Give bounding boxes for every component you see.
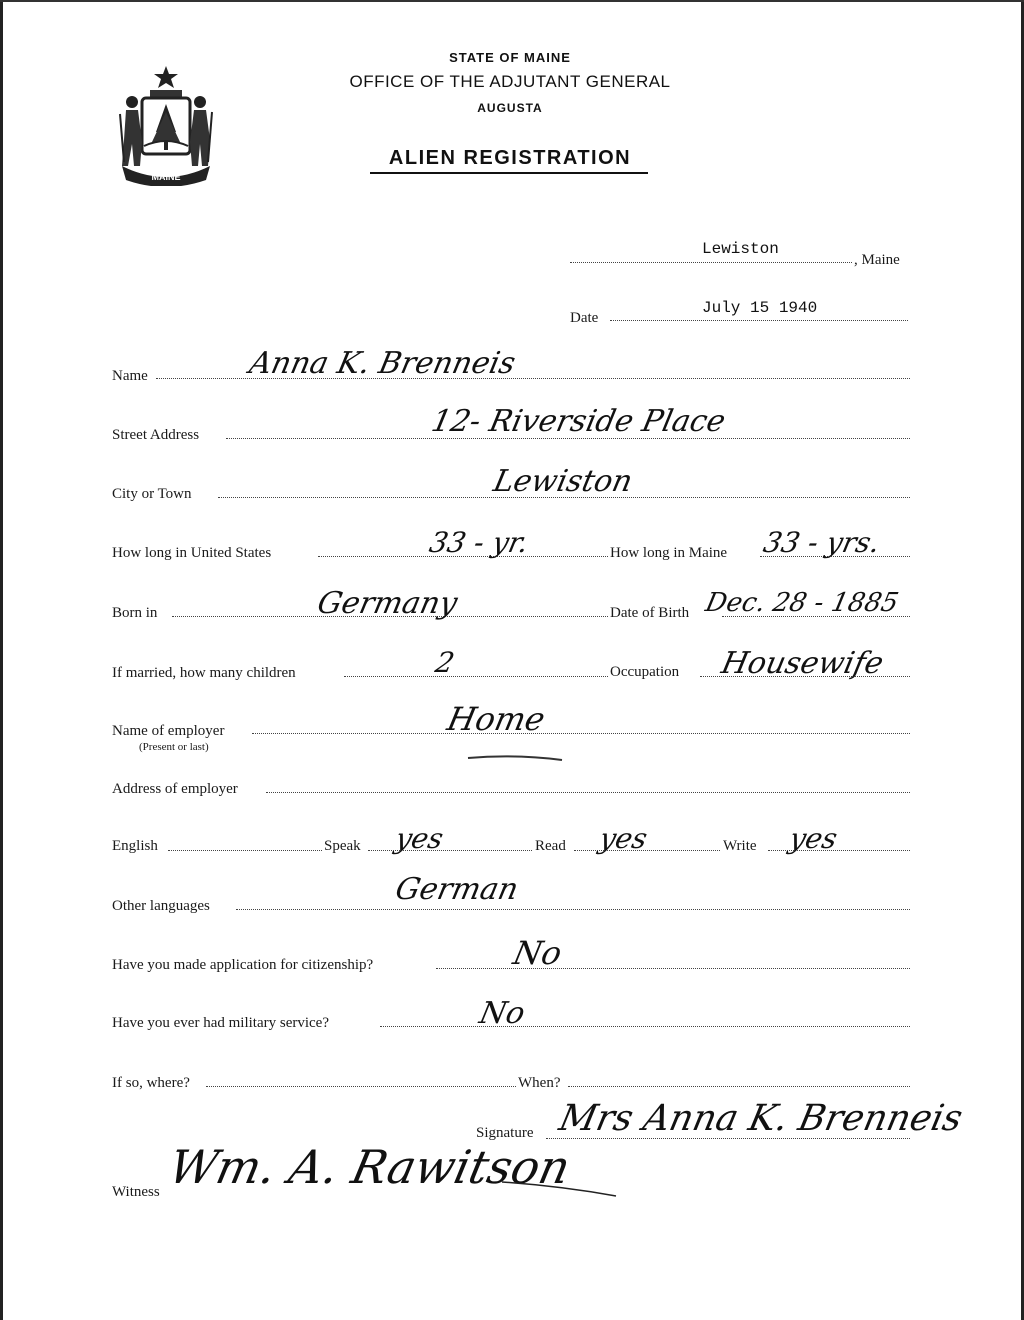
when-label: When?: [518, 1075, 561, 1091]
signature-value: Mrs Anna K. Brenneis: [555, 1098, 967, 1139]
write-value: yes: [786, 822, 841, 855]
city-or-town-label: City or Town: [112, 486, 192, 502]
married-children-label: If married, how many children: [112, 665, 296, 681]
witness-signature-flourish: [500, 1178, 620, 1198]
form-title: ALIEN REGISTRATION: [388, 147, 632, 169]
date-of-birth-label: Date of Birth: [610, 605, 690, 621]
state-seal-emblem: [112, 62, 220, 186]
speak-value: yes: [392, 822, 447, 855]
born-in-label: Born in: [112, 605, 158, 621]
scan-edge-left: [0, 0, 3, 1320]
date-line: [610, 320, 908, 321]
street-address-value: 12- Riverside Place: [428, 404, 729, 439]
title-underline: [370, 172, 648, 174]
address-of-employer-line: [266, 792, 910, 793]
date-typed-value: July 15 1940: [702, 299, 818, 317]
how-long-us-label: How long in United States: [112, 545, 272, 561]
name-label: Name: [112, 368, 148, 384]
witness-value: Wm. A. Rawitson: [164, 1140, 575, 1194]
citizenship-label: Have you made application for citizenship?: [112, 957, 374, 973]
city-typed-value: Lewiston: [702, 240, 779, 258]
other-languages-line: [236, 909, 910, 910]
seal-motto: MAINE: [151, 172, 181, 182]
where-line: [206, 1086, 516, 1087]
when-line: [568, 1086, 910, 1087]
how-long-maine-label: How long in Maine: [610, 545, 728, 561]
write-label: Write: [723, 838, 757, 854]
office-heading: OFFICE OF THE ADJUTANT GENERAL: [349, 72, 671, 91]
street-address-label: Street Address: [112, 427, 200, 443]
maine-label: , Maine: [854, 252, 900, 268]
born-in-value: Germany: [314, 586, 461, 621]
children-value: 2: [432, 646, 458, 679]
occupation-label: Occupation: [610, 664, 680, 680]
date-label: Date: [570, 310, 599, 326]
date-of-birth-value: Dec. 28 - 1885: [702, 588, 902, 618]
how-long-maine-value: 33 - yrs.: [760, 526, 883, 559]
how-long-us-value: 33 - yr.: [426, 526, 532, 559]
scan-edge-top: [0, 0, 1024, 2]
state-heading: STATE OF MAINE: [449, 50, 571, 65]
city-or-town-value: Lewiston: [490, 464, 636, 499]
other-languages-value: German: [392, 872, 522, 907]
address-of-employer-label: Address of employer: [112, 781, 238, 797]
name-value: Anna K. Brenneis: [246, 346, 519, 381]
read-label: Read: [535, 838, 566, 854]
english-line: [168, 850, 322, 851]
signature-label: Signature: [476, 1125, 534, 1141]
citizenship-line: [436, 968, 910, 969]
city-heading: AUGUSTA: [477, 101, 543, 115]
english-label: English: [112, 838, 158, 854]
city-line: [570, 262, 852, 263]
employer-line: [252, 733, 910, 734]
name-of-employer-label: Name of employer: [112, 723, 225, 739]
witness-label: Witness: [112, 1184, 160, 1200]
military-value: No: [476, 996, 529, 1031]
present-or-last-note: (Present or last): [139, 741, 209, 753]
speak-label: Speak: [324, 838, 361, 854]
if-so-where-label: If so, where?: [112, 1075, 190, 1091]
employer-underline-stroke: [466, 750, 566, 764]
occupation-value: Housewife: [718, 646, 887, 681]
citizenship-value: No: [509, 934, 566, 972]
employer-value: Home: [443, 700, 549, 738]
military-line: [380, 1026, 910, 1027]
children-line: [344, 676, 608, 677]
other-languages-label: Other languages: [112, 898, 210, 914]
read-value: yes: [596, 822, 651, 855]
read-line: [574, 850, 720, 851]
military-label: Have you ever had military service?: [112, 1015, 329, 1031]
